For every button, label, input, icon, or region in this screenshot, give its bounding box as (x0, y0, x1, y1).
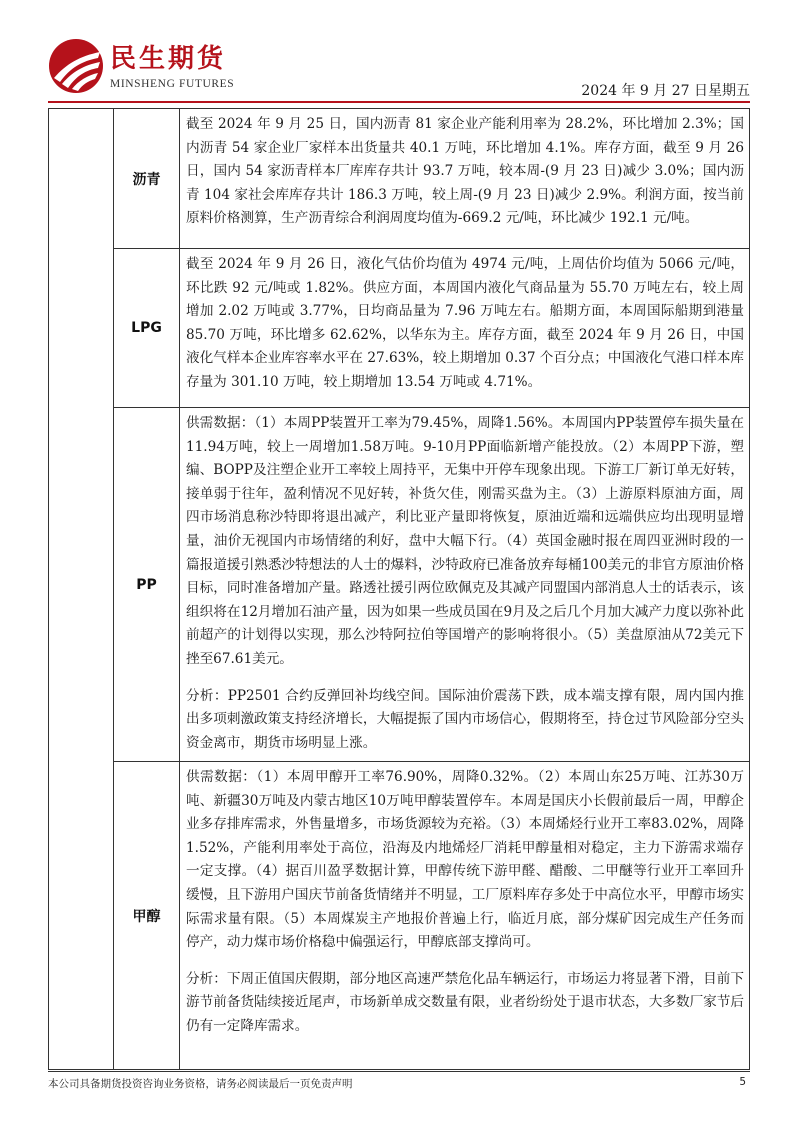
category-column (49, 109, 114, 1069)
page-footer (48, 1071, 750, 1095)
row-content (180, 249, 750, 407)
minsheng-logo-icon (48, 38, 104, 94)
header-divider (48, 101, 750, 103)
brand-name-en: MINSHENG FUTURES (110, 78, 235, 90)
row-content (180, 762, 750, 1069)
table-row-lpg (114, 249, 750, 408)
row-label: 甲醇 (114, 762, 180, 1069)
footer-divider (48, 1071, 750, 1072)
supply-demand-paragraph: 供需数据：（1）本周PP装置开工率为79.45%，周降1.56%。本周国内PP装置停车损失量在11.94万吨，较上一周增加1.58万吨。9-10月PP面临新增产能投放。（2）本周PP下游，塑编、BOPP及注塑企业开工率较上周持平，无集中开停车现象出现。下游工厂新订单无好转，接单弱于往年，盈利情况不见好转，补货欠佳，刚需买盘为主。（3）上游原料原油方面，周四市场消息称沙特即将退出减产，利比亚产量即将恢复，原油近端和远端供应均出现明显增量，油价无视国内市场情绪的利好，盘中大幅下行。（4）英国金融时报在周四亚洲时段的一篇报道援引熟悉沙特想法的人士的爆料，沙特政府已准备放弃每桶100美元的非官方原油价格目标，同时准备增加产量。路透社援引两位欧佩克及其减产同盟国内部消息人士的话表示，该组织将在12月增加石油产量，因为如果一些成员国在9月及之后几个月加大减产力度以弥补此前超产的计划得以实现，那么沙特阿拉伯等国增产的影响将很小。（5）美盘原油从72美元下挫至67.61美元。 (186, 415, 744, 667)
page-number: 5 (739, 1076, 746, 1088)
table-row-methanol (114, 762, 750, 1069)
commodity-table (48, 108, 750, 1070)
row-label: 沥青 (114, 109, 180, 248)
report-date: 2024 年 9 月 27 日星期五 (581, 83, 750, 99)
row-label: LPG (114, 249, 180, 407)
row-content (180, 109, 750, 248)
paragraph: 截至 2024 年 9 月 26 日，液化气估价均值为 4974 元/吨，上周估价均值为 5066 元/吨，环比跌 92 元/吨或 1.82%。供应方面，本周国内液化气商品量为 55.70 万吨左右，较上周增加 2.02 万吨或 3.77%，日均商品量为 7.96 万吨左右。船期方面，本周国际船期到港量 85.70 万吨，环比增多 62.62%，以华东为主。库存方面，截至 2024 年 9 月 26 日，中国液化气样本企业库容率水平在 27.63%，较上期增加 0.37 个百分点；中国液化气港口样本库存量为 301.10 万吨，较上期增加 13.54 万吨或 4.71%。 (186, 256, 744, 390)
analysis-paragraph: 分析：PP2501 合约反弹回补均线空间。国际油价震荡下跌，成本端支撑有限，周内国内推出多项刺激政策支持经济增长，大幅提振了国内市场信心，假期将至，持仓过节风险部分空头资金离市，期货市场明显上涨。 (186, 687, 744, 751)
page-header (48, 38, 750, 100)
brand-name-cn: 民生期货 (110, 44, 227, 74)
paragraph: 截至 2024 年 9 月 25 日，国内沥青 81 家企业产能利用率为 28.2%，环比增加 2.3%；国内沥青 54 家企业厂家样本出货量共 40.1 万吨，环比增加 4.1%。库存方面，截至 9 月 26 日，国内 54 家沥青样本厂库库存共计 93.7 万吨，较本周-(9 月 23 日)减少 3.0%；国内沥青 104 家社会库库存共计 186.3 万吨，较上周-(9 月 23 日)减少 2.9%。利润方面，按当前原料价格测算，生产沥青综合利润周度均值为-669.2 元/吨，环比减少 192.1 元/吨。 (186, 116, 744, 227)
disclaimer-text: 本公司具备期货投资咨询业务资格，请务必阅读最后一页免责声明 (48, 1078, 353, 1090)
analysis-paragraph: 分析：下周正值国庆假期，部分地区高速严禁危化品车辆运行，市场运力将显著下滑，目前下游节前备货陆续接近尾声，市场新单成交数量有限，业者纷纷处于退市状态，大多数厂家节后仍有一定降库需求。 (186, 970, 744, 1034)
row-content (180, 408, 750, 761)
row-label: PP (114, 408, 180, 761)
table-row-asphalt (114, 109, 750, 249)
supply-demand-paragraph: 供需数据：（1）本周甲醇开工率76.90%，周降0.32%。（2）本周山东25万吨、江苏30万吨、新疆30万吨及内蒙古地区10万吨甲醇装置停车。本周是国庆小长假前最后一周，甲醇企业多存排库需求，外售量增多，市场货源较为充裕。（3）本周烯烃行业开工率83.02%，周降1.52%，产能利用率处于高位，沿海及内地烯烃厂消耗甲醇量相对稳定，主力下游需求端存一定支撑。（4）据百川盈孚数据计算，甲醇传统下游甲醛、醋酸、二甲醚等行业开工率回升缓慢，且下游用户国庆节前备货情绪并不明显，工厂原料库存多处于中高位水平，甲醇市场实际需求量有限。（5）本周煤炭主产地报价普遍上行，临近月底，部分煤矿因完成生产任务而停产，动力煤市场价格稳中偏强运行，甲醇底部支撑尚可。 (186, 769, 744, 951)
table-row-pp (114, 408, 750, 762)
